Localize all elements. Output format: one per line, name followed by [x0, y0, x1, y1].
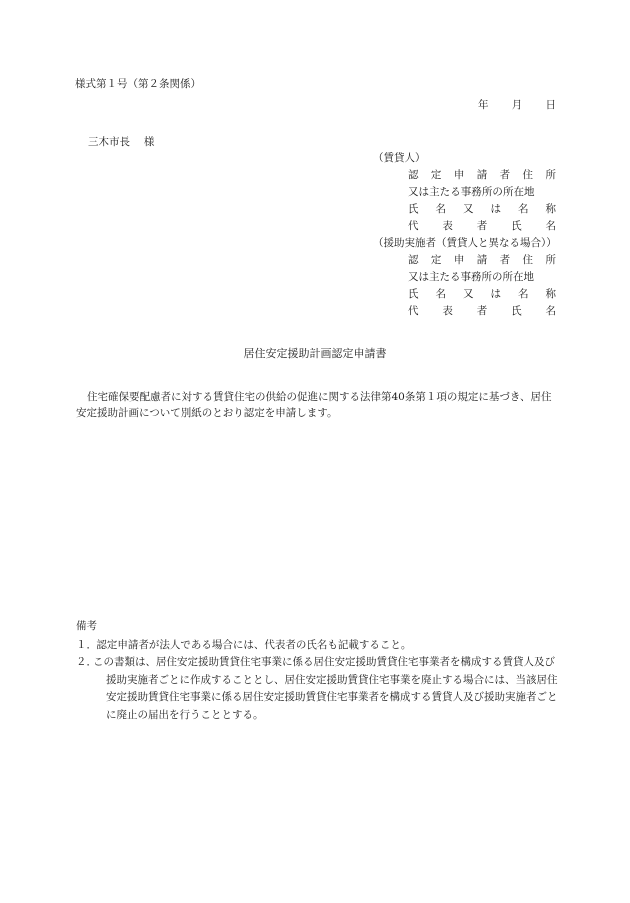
char: 者 — [476, 220, 488, 232]
lessor-address-label — [408, 169, 556, 182]
char: は — [490, 203, 501, 215]
char: 所 — [545, 169, 556, 181]
char: 者 — [499, 169, 511, 181]
note-text: この書類は、居住安定援助賃貸住宅事業に係る居住安定援助賃貸住宅事業者を構成する賃貸人及び援助実施者ごとに作成することとし、居住安定援助賃貸住宅事業を廃止する場合には、当該居住安定援助賃貸住宅事業に係る居住安定援助賃貸住宅事業者を構成する賃貸人及び援助実施者ごとに廃止の届出を行うこととする。 — [93, 656, 558, 721]
document-title: 居住安定援助計画認定申請書 — [243, 347, 387, 360]
char: は — [490, 288, 501, 300]
char: 者 — [476, 305, 488, 317]
char: 所 — [545, 254, 556, 266]
char: 者 — [499, 254, 511, 266]
char: 代 — [408, 305, 419, 317]
lessor-representative-label — [408, 220, 556, 233]
char: 名 — [435, 203, 446, 215]
char: 名 — [435, 288, 446, 300]
support-provider-label: （援助実施者（賃貸人と異なる場合）） — [373, 237, 557, 249]
note-number: １． — [76, 639, 97, 651]
char: 住 — [522, 169, 534, 181]
char: 又 — [463, 288, 474, 300]
note-text: 認定申請者が法人である場合には、代表者の氏名も記載すること。 — [96, 639, 412, 651]
char: 又 — [463, 203, 474, 215]
char: 認 — [408, 169, 419, 181]
support-office-label — [408, 271, 556, 284]
char: 称 — [545, 288, 556, 300]
char: 申 — [453, 169, 465, 181]
date-year-label: 年 — [478, 99, 489, 111]
char: 氏 — [511, 220, 522, 232]
char: 請 — [476, 254, 488, 266]
notes-heading: 備考 — [76, 620, 97, 632]
char: 名 — [518, 203, 529, 215]
char: 称 — [545, 203, 556, 215]
date-month-label: 月 — [511, 99, 523, 111]
support-representative-label — [408, 305, 556, 318]
char: 氏 — [408, 203, 419, 215]
char: 定 — [430, 169, 442, 181]
support-address-label — [408, 254, 556, 267]
char: 定 — [430, 254, 442, 266]
note-item-2 — [76, 654, 558, 724]
support-name-label — [408, 288, 556, 301]
char: 又は主たる事務所の所在地 — [408, 271, 534, 283]
char: 名 — [518, 288, 529, 300]
lessor-label: （賃貸人） — [373, 152, 426, 164]
char: 認 — [408, 254, 419, 266]
note-number: ２． — [76, 656, 97, 668]
char: 名 — [545, 305, 556, 317]
char: 氏 — [408, 288, 419, 300]
char: 名 — [545, 220, 556, 232]
char: 表 — [442, 220, 453, 232]
char: 請 — [476, 169, 488, 181]
char: 氏 — [511, 305, 522, 317]
addressee: 三木市長 様 — [88, 136, 155, 148]
char: 表 — [442, 305, 453, 317]
form-number: 様式第１号（第２条関係） — [75, 78, 201, 90]
note-item-1 — [76, 637, 558, 655]
application-statement: 住宅確保要配慮者に対する賃貸住宅の供給の促進に関する法律第40条第１項の規定に基づき、居住安定援助計画について別紙のとおり認定を申請します。 — [76, 391, 552, 419]
char: 住 — [522, 254, 534, 266]
lessor-office-label — [408, 186, 556, 199]
date-day-label: 日 — [545, 99, 556, 111]
lessor-name-label — [408, 203, 556, 216]
char: 代 — [408, 220, 419, 232]
char: 又は主たる事務所の所在地 — [408, 186, 535, 198]
char: 申 — [453, 254, 465, 266]
date-line — [478, 99, 556, 112]
